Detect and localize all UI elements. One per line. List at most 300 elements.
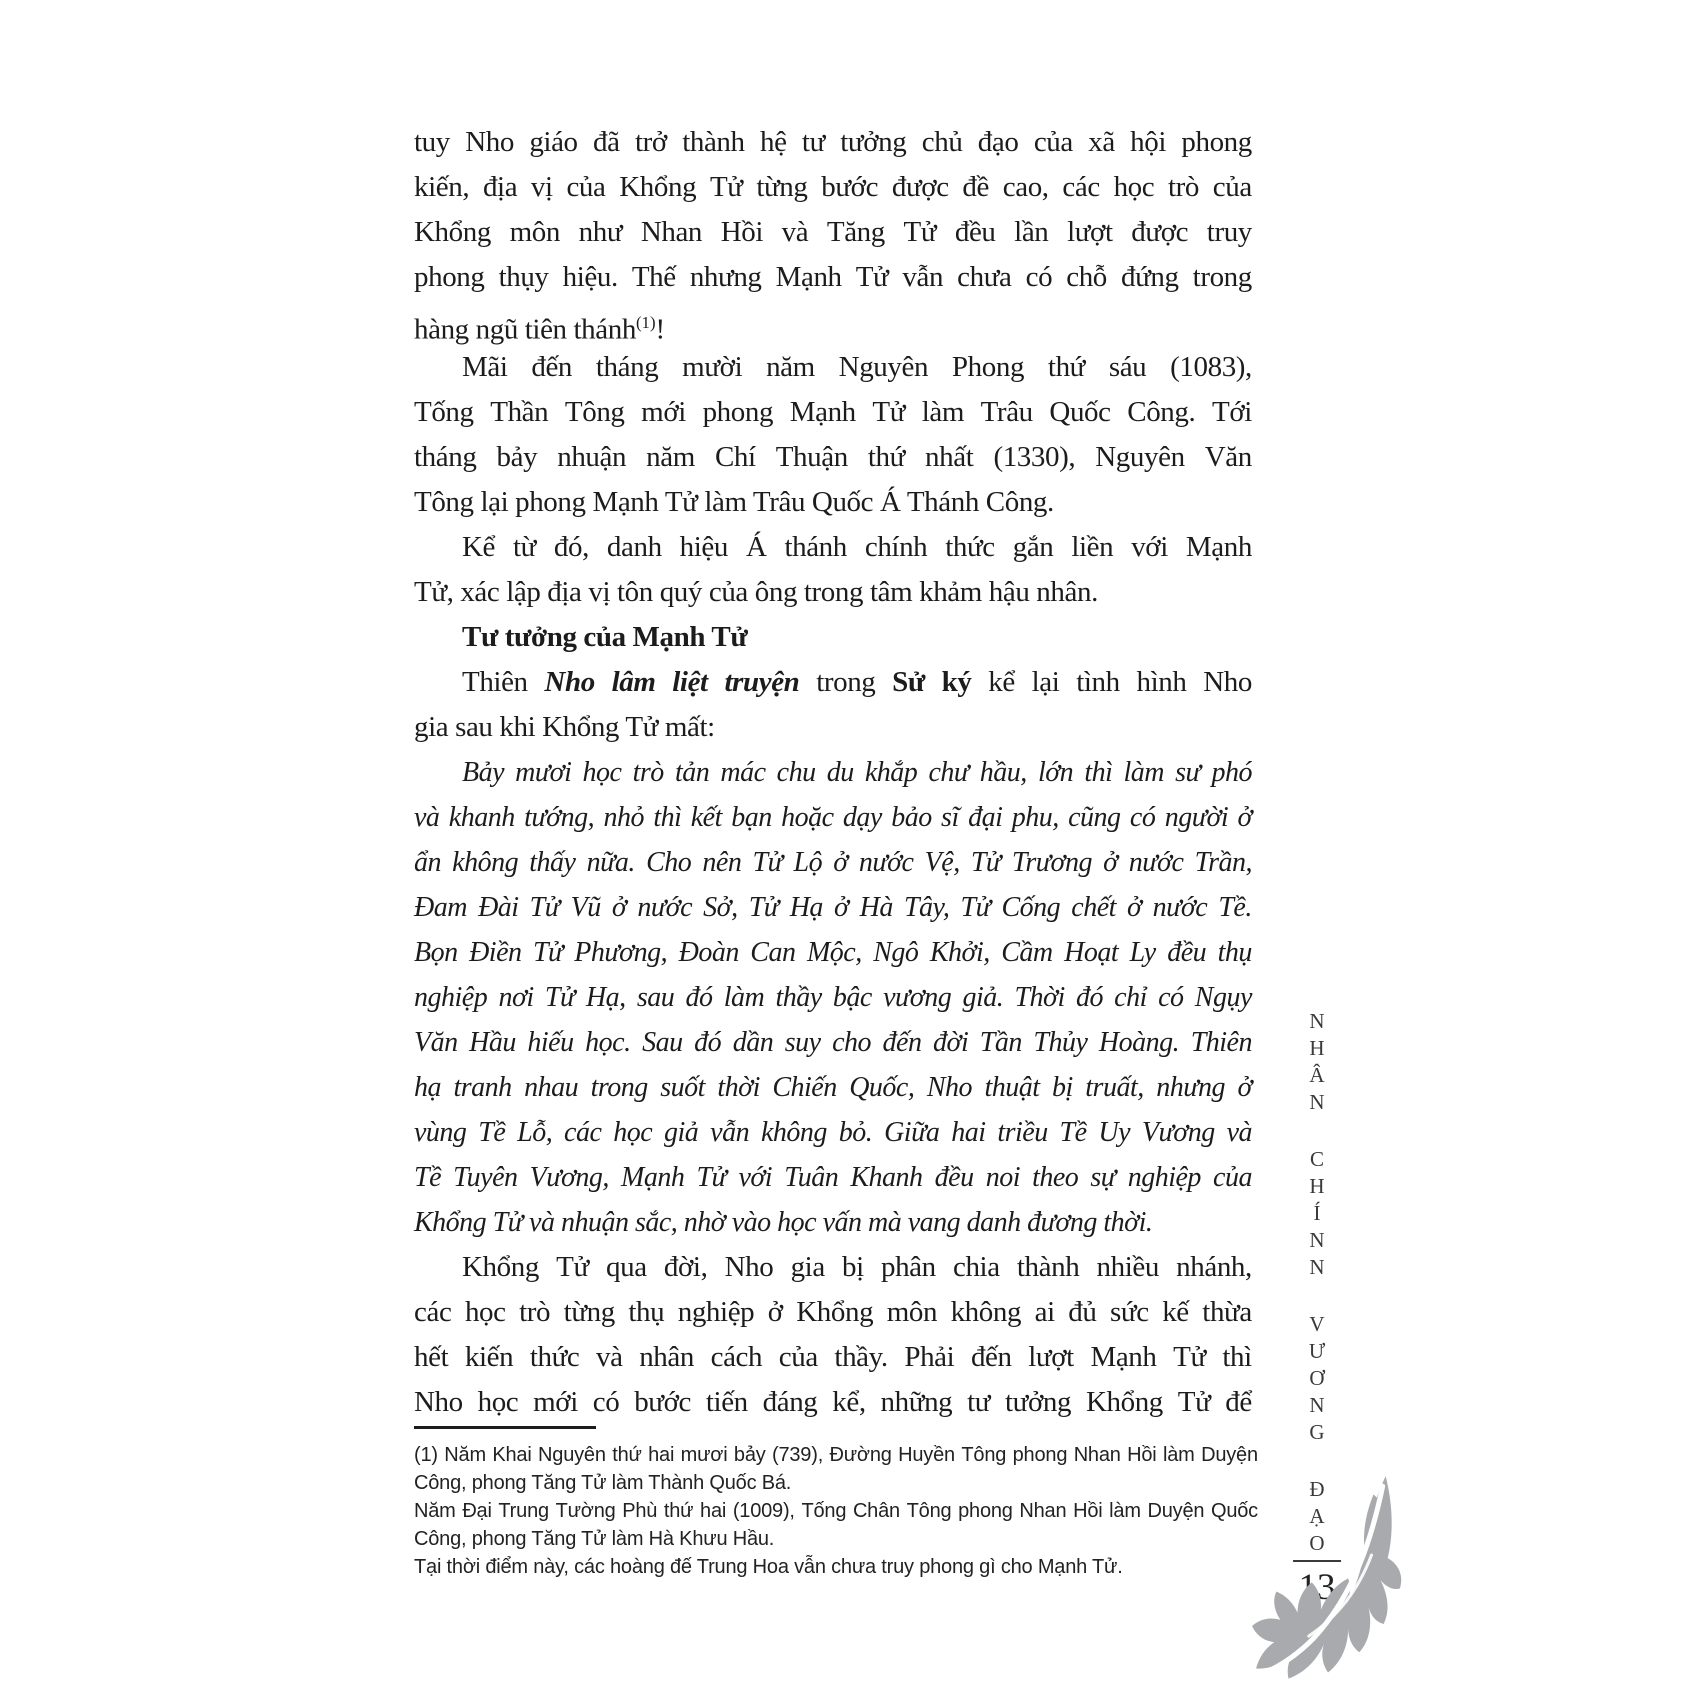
word: Cho [646, 847, 692, 878]
word: mới [533, 1386, 578, 1418]
word: thụy [498, 261, 549, 293]
word: ở [1103, 847, 1118, 878]
word: hai [648, 1444, 675, 1466]
word: kiến [464, 1341, 514, 1373]
word: đến [882, 1027, 922, 1058]
vertical-letter: Â [1309, 1063, 1325, 1087]
paragraph [414, 345, 1252, 525]
word: trở [634, 126, 667, 158]
text-line [414, 165, 1252, 210]
word: hầu, [979, 757, 1027, 788]
vertical-letter: C [1309, 1147, 1324, 1171]
word: cũng [1068, 802, 1121, 833]
text-run: (1) [635, 313, 656, 332]
word: Nho [544, 666, 595, 698]
word: thì [653, 802, 682, 833]
word: đó [685, 982, 713, 1013]
text-line [414, 435, 1252, 480]
word: bỏ. [838, 1117, 873, 1148]
text-line [414, 120, 1252, 165]
text-run: gia sau khi Khổng Tử mất: [414, 711, 715, 743]
word: thì [1222, 1341, 1252, 1373]
word: chính [864, 531, 928, 563]
word: Hoạt [1064, 937, 1119, 968]
word: các [564, 1117, 602, 1148]
word: liền [1071, 531, 1114, 563]
word: hiệu [679, 531, 728, 563]
word: phó [1211, 757, 1252, 788]
word: Tử [544, 982, 575, 1013]
word: (1330), [993, 441, 1076, 473]
word: năm [766, 351, 815, 383]
word: của [778, 1341, 818, 1373]
word: Phải [904, 1341, 955, 1373]
word: truy [1206, 216, 1252, 248]
word: ở [1127, 892, 1142, 923]
word: Tường [555, 1500, 616, 1522]
word: Nho [1203, 666, 1252, 698]
word: hiếu [527, 1027, 574, 1058]
word: Tuyên [453, 1162, 518, 1193]
vertical-letter: N [1309, 1255, 1325, 1279]
word: đủ [1068, 1296, 1097, 1328]
word: Hồi [1073, 1500, 1103, 1522]
paragraph [414, 1245, 1252, 1425]
vertical-letter: N [1309, 1090, 1325, 1114]
word: (1009), [732, 1500, 795, 1522]
word: xã [1088, 126, 1115, 158]
word: Hồi [720, 216, 763, 248]
text-line [414, 210, 1252, 255]
word: Thời [1014, 982, 1065, 1013]
leaf-shape [1252, 1476, 1401, 1679]
word: Tới [1212, 396, 1252, 428]
word: Á [745, 531, 767, 563]
word: nghiệp [414, 982, 488, 1013]
word: Mạnh [621, 1162, 685, 1193]
word: gắn [1012, 531, 1054, 563]
word: suy [784, 1027, 821, 1058]
text-run: Tư tưởng của Mạnh Tử [462, 621, 748, 653]
word: triều [997, 1117, 1048, 1148]
text-line [414, 570, 1252, 615]
word: Tần [979, 1027, 1022, 1058]
word: Kể [462, 531, 496, 563]
text-line [414, 1065, 1252, 1110]
word: và [781, 216, 809, 248]
word: nước [1128, 847, 1184, 878]
word: học [1113, 171, 1155, 203]
word: Quốc, [849, 1072, 915, 1103]
word: đã [593, 126, 620, 158]
word: vẫn [902, 261, 944, 293]
text-line [414, 525, 1252, 570]
vertical-title-word [1299, 1146, 1335, 1281]
text-run: Khổng Tử và nhuận sắc, nhờ vào học vấn mà vang danh đương thời. [414, 1207, 1153, 1238]
word: trong [1192, 261, 1252, 293]
vertical-letter: G [1309, 1420, 1325, 1444]
word: sự [1090, 1162, 1116, 1193]
word: năm [646, 441, 695, 473]
word: nước [858, 847, 914, 878]
text-line [414, 345, 1252, 390]
word: và [1226, 1117, 1252, 1148]
word: thừa [1202, 1296, 1252, 1328]
word: khắp [864, 757, 918, 788]
word: Chí [714, 441, 756, 473]
word: các [1062, 171, 1100, 203]
word: Hầu [469, 1027, 516, 1058]
word: bảy [496, 441, 538, 473]
word: Duyện [1147, 1500, 1205, 1522]
word: có [1025, 261, 1053, 293]
word: Vệ, [924, 847, 960, 878]
leaf-ornament-icon [1250, 1474, 1412, 1697]
word: tháng [414, 441, 477, 473]
word: từng [756, 171, 808, 203]
word: Tử [556, 1251, 589, 1283]
word: và [414, 802, 440, 833]
word: như [578, 216, 623, 248]
word: đứng [1120, 261, 1179, 293]
text-line [414, 300, 1252, 345]
word: (739), [772, 1444, 824, 1466]
word: mươi [515, 757, 572, 788]
word: Thần [490, 396, 549, 428]
word: vùng [414, 1117, 467, 1148]
word: tranh [453, 1072, 512, 1103]
word: kết [690, 802, 722, 833]
word: môn [509, 216, 560, 248]
word: thời [717, 1072, 760, 1103]
vertical-letter: Ạ [1309, 1504, 1325, 1528]
word: Tử [903, 216, 937, 248]
word: Tây, [903, 892, 950, 923]
word: Văn [1204, 441, 1252, 473]
word: lớn [1037, 757, 1074, 788]
word: nước [637, 892, 693, 923]
word: Ngô [873, 937, 919, 968]
text-line [414, 1200, 1252, 1245]
word: Đoàn [678, 937, 739, 968]
word: Mạnh [775, 261, 842, 293]
word: thụ [628, 1296, 665, 1328]
word: tiến [705, 1386, 748, 1418]
word: Sau [642, 1027, 683, 1058]
word: dần [732, 1027, 774, 1058]
word: vị [530, 171, 553, 203]
word: Nhan [640, 216, 703, 248]
word: Mạnh [1090, 1341, 1157, 1373]
word: thứ [867, 441, 905, 473]
word: Khởi, [929, 937, 990, 968]
text-line [414, 975, 1252, 1020]
footnote-line [414, 1497, 1258, 1525]
word: Năm [414, 1500, 456, 1522]
word: mác [720, 757, 766, 788]
text-run: Công, phong Tăng Tử làm Thành Quốc Bá. [414, 1472, 792, 1494]
footnote-line [414, 1441, 1258, 1469]
text-line [414, 840, 1252, 885]
word: Giữa [884, 1117, 940, 1148]
word: đều [1167, 937, 1207, 968]
word: ẩn [414, 847, 441, 878]
word: lần [1014, 216, 1049, 248]
word: Tề [478, 1117, 506, 1148]
word: kiến, [414, 171, 470, 203]
word: Thuận [775, 441, 848, 473]
word: tản [674, 757, 710, 788]
word: từng [563, 1296, 615, 1328]
word: Tử [970, 847, 1001, 878]
word: nhưng [689, 261, 762, 293]
word: đó [694, 1027, 722, 1058]
word: đó [1075, 982, 1103, 1013]
word: Hồi [1127, 1444, 1157, 1466]
word: Tề [1059, 1117, 1087, 1148]
word: có [1158, 982, 1184, 1013]
word: Bọn [414, 937, 458, 968]
word: chưa [957, 261, 1012, 293]
word: tưởng [840, 126, 907, 158]
word: thành [682, 126, 745, 158]
word: đại [968, 802, 1003, 833]
word: Mộc, [806, 937, 862, 968]
word: hoặc [781, 802, 834, 833]
word: thứ [1047, 351, 1085, 383]
text-line [414, 390, 1252, 435]
vertical-letter: N [1309, 1228, 1325, 1252]
word: Lộ [793, 847, 823, 878]
word: nghiệp [677, 1296, 755, 1328]
word: phân [880, 1251, 936, 1283]
word: Nhan [1019, 1500, 1067, 1522]
word: Nho [724, 1251, 774, 1283]
word: phong [414, 261, 485, 293]
word: đều [954, 216, 996, 248]
word: Trung [498, 1500, 549, 1522]
vertical-letter: N [1309, 1393, 1325, 1417]
word: ở [611, 892, 627, 923]
word: làm [921, 396, 964, 428]
word: Vương, [529, 1162, 609, 1193]
word: hai [951, 1117, 986, 1148]
word: lượt [1028, 1341, 1074, 1373]
word: bảo [891, 802, 932, 833]
word: Tử [529, 892, 560, 923]
word: bậc [832, 982, 872, 1013]
word: Văn [414, 1027, 458, 1058]
word: Can [750, 937, 796, 968]
word: Vương [1141, 1117, 1215, 1148]
word: những [880, 1386, 953, 1418]
word: chết [1071, 892, 1116, 923]
word: bị [842, 1251, 864, 1283]
word: chia [952, 1251, 1000, 1283]
word: hạ [414, 1072, 441, 1103]
text-line [414, 1245, 1252, 1290]
word: truất, [1085, 1072, 1144, 1103]
word: Tông [961, 1444, 1007, 1466]
word: Mạnh [1185, 531, 1252, 563]
word: và [596, 1341, 623, 1373]
word: Sử [892, 666, 925, 698]
word: Đam [414, 892, 467, 923]
paragraph [414, 660, 1252, 750]
word: Tăng [826, 216, 885, 248]
word: tưởng [1004, 1386, 1072, 1418]
word: thuật [984, 1072, 1040, 1103]
word: học [464, 1296, 506, 1328]
word: sư [1175, 757, 1201, 788]
word: lại [1031, 666, 1060, 698]
word: Nho [465, 126, 514, 158]
word: sức [1109, 1296, 1149, 1328]
word: Sở, [703, 892, 738, 923]
word: hình [1136, 666, 1187, 698]
word: Nhan [1073, 1444, 1121, 1466]
word: thì [1084, 757, 1113, 788]
page-number: 13 [1298, 1567, 1336, 1608]
word: Tử [855, 261, 889, 293]
word: phong [1181, 126, 1252, 158]
word: có [592, 1386, 620, 1418]
word: bị [1052, 1072, 1073, 1103]
word: nhưng [1156, 1072, 1225, 1103]
word: Đường [829, 1444, 892, 1466]
word: bước [821, 171, 879, 203]
word: địa [482, 171, 518, 203]
word: đề [962, 171, 989, 203]
text-line [414, 885, 1252, 930]
word: tướng, [524, 802, 595, 833]
word: thứ [612, 1444, 642, 1466]
vertical-letter: V [1309, 1312, 1325, 1336]
word: Cống [1001, 892, 1061, 923]
word: của [566, 171, 606, 203]
word: của [1033, 126, 1073, 158]
word: Điền [469, 937, 522, 968]
vertical-letter: N [1309, 1009, 1325, 1033]
word: Tử [872, 396, 906, 428]
word: Trâu [980, 396, 1033, 428]
vertical-letter: Đ [1309, 1477, 1325, 1501]
word: chỉ [1114, 982, 1147, 1013]
word: Huyền [898, 1444, 955, 1466]
word: tình [1076, 666, 1120, 698]
word: Khai [492, 1444, 532, 1466]
word: kể [988, 666, 1015, 698]
word: Hà [859, 892, 893, 923]
word: Đại [462, 1500, 492, 1522]
word: chỗ [1066, 261, 1107, 293]
word: với [1131, 531, 1168, 563]
word: Phù [622, 1500, 658, 1522]
footnote-line [414, 1553, 1258, 1581]
word: Hạ [789, 892, 823, 923]
text-line [414, 480, 1252, 525]
word: tuy [414, 126, 450, 158]
word: nghiệp [1127, 1162, 1201, 1193]
word: Cầm [1001, 937, 1053, 968]
word: trò [1168, 171, 1200, 203]
word: Trương [1011, 847, 1092, 878]
word: không [760, 1117, 827, 1148]
word: học [582, 757, 622, 788]
word: Thế [631, 261, 676, 293]
word: hai [700, 1500, 727, 1522]
word: vẫn [710, 1117, 750, 1148]
word: Tề. [1218, 892, 1252, 923]
word: đến [531, 351, 573, 383]
word: sĩ [941, 802, 959, 833]
word: Bảy [462, 757, 505, 788]
text-line [414, 615, 1252, 660]
word: lâm [611, 666, 656, 698]
word: để [1225, 1386, 1252, 1418]
word: Phương, [574, 937, 668, 968]
word: tư [967, 1386, 991, 1418]
text-line [414, 930, 1252, 975]
word: phong [958, 1500, 1013, 1522]
word: thầy. [834, 1341, 888, 1373]
paragraph [414, 750, 1252, 1245]
word: Tống [414, 396, 474, 428]
text-line [414, 1110, 1252, 1155]
word: người [1164, 802, 1229, 833]
word: dạy [842, 802, 882, 833]
word: danh [606, 531, 662, 563]
text-line [414, 705, 1252, 750]
word: Tử [752, 847, 783, 878]
word: làm [1163, 1444, 1195, 1466]
word: mười [682, 351, 743, 383]
word: Nho [414, 1386, 463, 1418]
word: đời, [663, 1251, 708, 1283]
word: trò [632, 757, 664, 788]
word: Tông [564, 396, 625, 428]
word: của [1212, 171, 1252, 203]
word: Duyện [1201, 1444, 1258, 1466]
paragraph [414, 120, 1252, 345]
word: thụ [1217, 937, 1252, 968]
word: của [1213, 1162, 1252, 1193]
vertical-letter: O [1309, 1531, 1325, 1555]
word: các [414, 1296, 452, 1328]
vertical-title-word [1299, 1008, 1335, 1116]
word: nhân [639, 1341, 694, 1373]
word: nơi [498, 982, 534, 1013]
word: nhất [925, 441, 974, 473]
word: giáo [529, 126, 578, 158]
vertical-letter: H [1309, 1174, 1325, 1198]
word: nhánh, [1176, 1251, 1252, 1283]
word: Ly [1129, 937, 1156, 968]
word: trong [590, 1072, 648, 1103]
word: ở [767, 1296, 783, 1328]
text-line [414, 1290, 1252, 1335]
footnote-line [414, 1469, 1258, 1497]
word: kể, [832, 1386, 866, 1418]
word: Mạnh [789, 396, 856, 428]
word: ở [1237, 802, 1252, 833]
word: (1083), [1170, 351, 1252, 383]
word: nước [1152, 892, 1208, 923]
word: Tử [1177, 1386, 1211, 1418]
word: Nguyên [1095, 441, 1185, 473]
text-line [414, 1020, 1252, 1065]
word: môn [886, 1296, 938, 1328]
